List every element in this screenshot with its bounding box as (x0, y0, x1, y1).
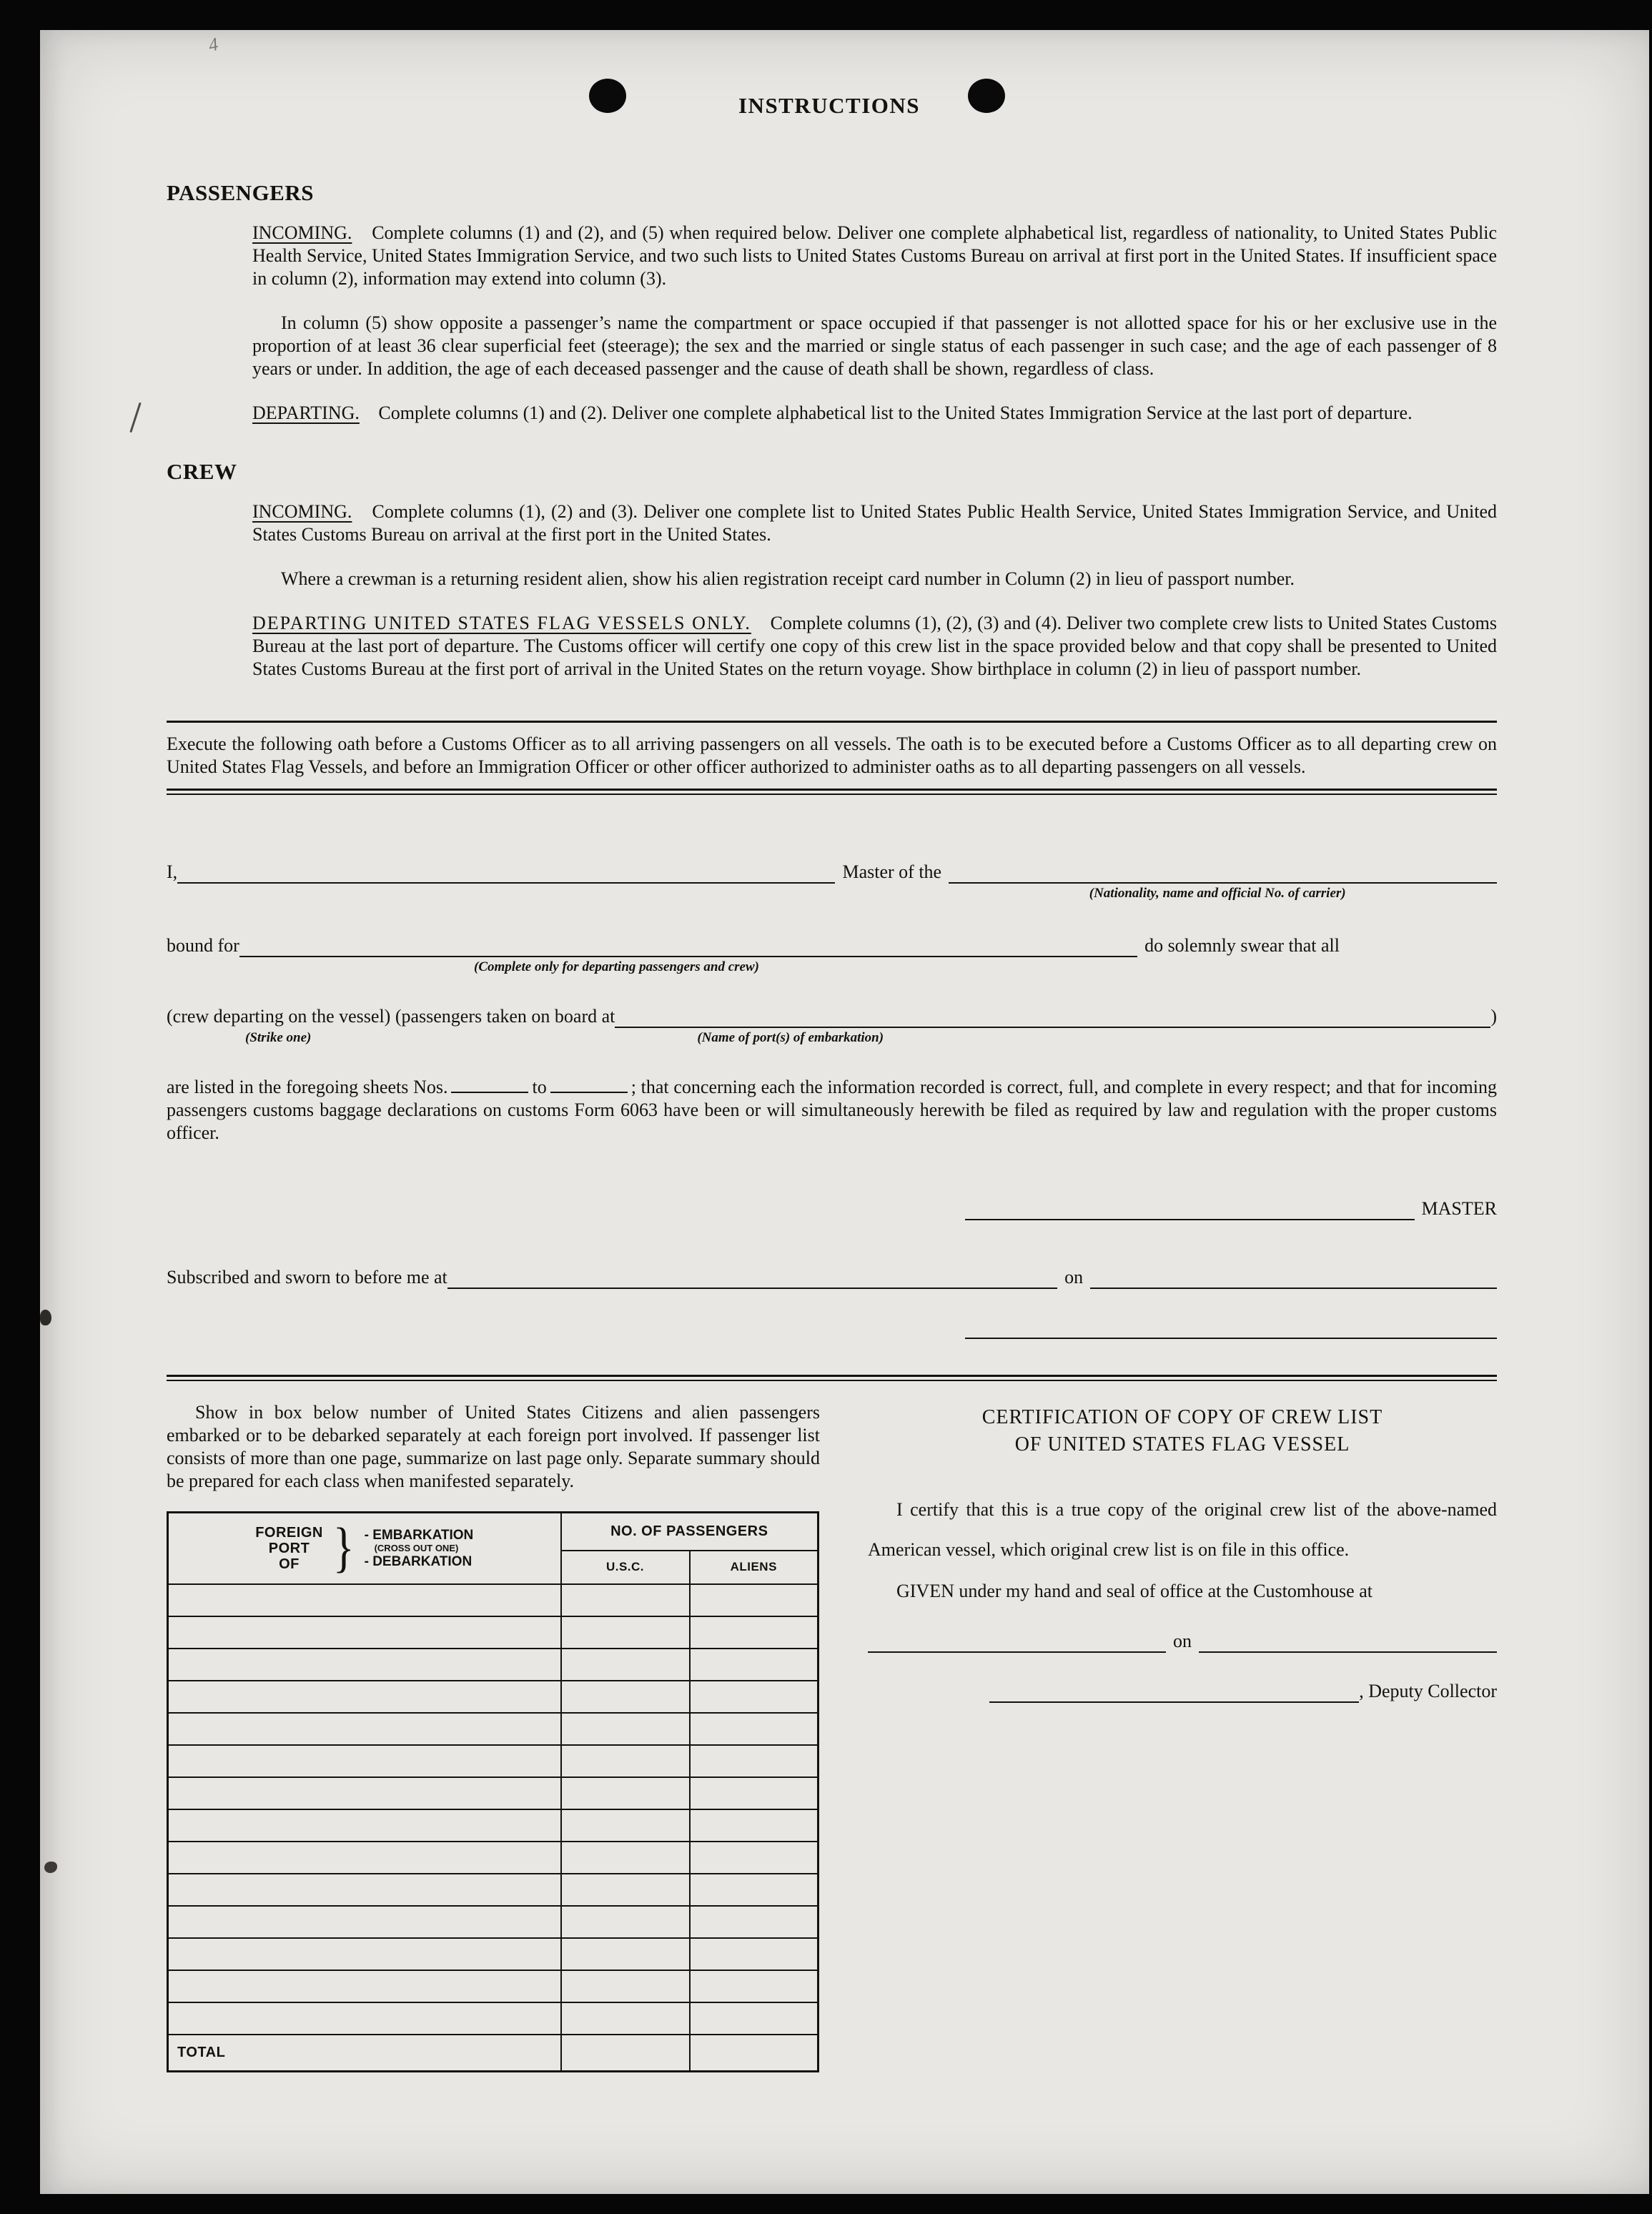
crew-departing-paragraph (252, 612, 1497, 681)
given-paragraph: GIVEN under my hand and seal of office at the Customhouse at (896, 1581, 1372, 1601)
oath-bound-for-line (167, 934, 1497, 957)
deputy-signature-blank (989, 1697, 1359, 1703)
customhouse-place-blank (868, 1647, 1166, 1653)
page-title: INSTRUCTIONS (738, 93, 921, 118)
bound-caption: (Complete only for departing passengers and crew) (474, 959, 759, 974)
bound-caption-row (167, 959, 1497, 975)
sworn-place-blank (447, 1283, 1057, 1289)
passengers-incoming-label: INCOMING. (252, 222, 352, 243)
passenger-summary-column (167, 1401, 820, 2072)
passengers-departing-label: DEPARTING. (252, 402, 360, 423)
usc-cell (561, 1681, 690, 1713)
carrier-name-blank (949, 878, 1497, 884)
strike-one-caption: (Strike one) (245, 1030, 312, 1045)
aliens-cell (690, 1745, 818, 1777)
usc-cell (561, 1842, 690, 1874)
passengers-incoming-text: Complete columns (1) and (2), and (5) when required below. Deliver one complete alphabetical list, regardless of nationality, to United States Public Health Service, United States Immigration Service, and two such lists to United States Customs Bureau on arrival at first port in the United States. If insufficient space in column (2), information may extend into column (3). (252, 222, 1498, 289)
crew-departing-label: DEPARTING UNITED STATES FLAG VESSELS ONLY. (252, 613, 751, 633)
no-of-passengers-header: NO. OF PASSENGERS (561, 1513, 818, 1551)
port-cell (168, 1906, 561, 1938)
sheets-to-label: to (532, 1077, 547, 1097)
carrier-caption-row (167, 886, 1497, 901)
aliens-cell (690, 1649, 818, 1681)
port-table-empty-row (168, 1584, 818, 1616)
certification-title-line1: CERTIFICATION OF COPY OF CREW LIST (981, 1406, 1383, 1428)
aliens-cell (690, 1938, 818, 1970)
page-header (167, 30, 1497, 137)
crew-resident-alien-paragraph: Where a crewman is a returning resident alien, show his alien registration receipt card number in Column (2) in lieu of passport number. (281, 568, 1295, 589)
i-label: I, (167, 861, 178, 882)
usc-cell (561, 1713, 690, 1745)
port-table-body (168, 1513, 818, 2072)
crew-incoming-label: INCOMING. (252, 501, 352, 522)
brace-glyph: } (332, 1517, 355, 1578)
usc-cell (561, 1616, 690, 1649)
foreign-port-of-label: FOREIGN PORT OF (255, 1524, 323, 1572)
aliens-column-header: ALIENS (690, 1551, 818, 1584)
usc-cell (561, 1874, 690, 1906)
aliens-cell (690, 1681, 818, 1713)
bottom-section (167, 1401, 1497, 2072)
crew-incoming-text: Complete columns (1), (2) and (3). Deliver one complete list to United States Public Health Service, United States Immigration Service, and United States Customs Bureau on arrival at the first port in the United States. (252, 501, 1497, 545)
usc-cell (561, 1745, 690, 1777)
sworn-date-blank (1090, 1283, 1497, 1289)
aliens-cell (690, 1874, 818, 1906)
sheets-paragraph (167, 1076, 1497, 1145)
port-cell (168, 2002, 561, 2035)
certification-title (868, 1404, 1497, 1458)
document-page (40, 30, 1649, 2194)
swear-label: do solemnly swear that all (1144, 935, 1340, 956)
sheets-to-blank (550, 1079, 628, 1093)
port-table-empty-row (168, 1713, 818, 1745)
sheets-before-text: are listed in the foregoing sheets Nos. (167, 1077, 448, 1097)
subscribed-on-label: on (1064, 1267, 1084, 1288)
sheets-after-text: ; that concerning each the information recorded is correct, full, and complete in every respect; and that for incoming passengers customs baggage declarations on customs Form 6063 have been or will simultaneously herewith be filed as required by law and regulation with the proper customs officer. (167, 1077, 1497, 1143)
caption-spacer (167, 886, 938, 901)
carrier-caption: (Nationality, name and official No. of carrier) (1089, 886, 1346, 901)
foreign-port-header-cell (168, 1513, 561, 1584)
port-table-empty-row (168, 1681, 818, 1713)
debarkation-option: - DEBARKATION (364, 1553, 473, 1569)
port-cell (168, 1874, 561, 1906)
usc-cell (561, 1809, 690, 1842)
scan-artifact-pencil: 4 (207, 33, 220, 56)
usc-column-header: U.S.C. (561, 1551, 690, 1584)
usc-cell (561, 1584, 690, 1616)
aliens-cell (690, 1713, 818, 1745)
aliens-cell (690, 1584, 818, 1616)
port-of-embarkation-caption: (Name of port(s) of embarkation) (697, 1030, 884, 1045)
crew-heading: CREW (167, 459, 237, 484)
usc-cell (561, 1777, 690, 1809)
master-signature-row (167, 1197, 1497, 1220)
port-cell (168, 1970, 561, 2002)
port-table-empty-row (168, 1649, 818, 1681)
summary-note: Show in box below number of United States Citizens and alien passengers embarked or to be debarked separately at each foreign port involved. If passenger list consists of more than one page, summarize on last page only. Separate summary should be prepared for each class when manifested separately. (167, 1402, 820, 1491)
port-cell (168, 1649, 561, 1681)
certify-paragraph: I certify that this is a true copy of the original crew list of the above-named American vessel, which original crew list is on file in this office. (868, 1499, 1497, 1560)
oath-instructions-paragraph: Execute the following oath before a Customs Officer as to all arriving passengers on all vessels. The oath is to be executed before a Customs Officer as to all departing crew on United States Flag Vessels, and before an Immigration Officer or other officer authorized to administer oaths as to all departing passengers on all vessels. (167, 733, 1497, 777)
double-rule-top (167, 789, 1497, 795)
close-paren: ) (1490, 1006, 1497, 1027)
port-table-empty-row (168, 1809, 818, 1842)
aliens-cell (690, 1970, 818, 2002)
total-usc-cell (561, 2035, 690, 2072)
passengers-heading: PASSENGERS (167, 180, 314, 205)
punch-hole-left (589, 79, 626, 113)
oath-strike-line (167, 1005, 1497, 1028)
port-cell (168, 1616, 561, 1649)
port-cell (168, 1809, 561, 1842)
port-table-empty-row (168, 1874, 818, 1906)
cross-out-one-note: (CROSS OUT ONE) (374, 1542, 459, 1553)
strike-option-text: (crew departing on the vessel) (passengers taken on board at (167, 1006, 615, 1027)
oath-master-line (167, 861, 1497, 884)
master-signature-blank (965, 1215, 1415, 1220)
port-table-empty-row (168, 1745, 818, 1777)
certification-column (868, 1401, 1497, 2072)
customhouse-date-blank (1199, 1647, 1497, 1653)
usc-cell (561, 1938, 690, 1970)
foreign-port-table (167, 1511, 819, 2072)
punch-hole-right (968, 79, 1005, 113)
port-cell (168, 1584, 561, 1616)
port-table-empty-row (168, 1906, 818, 1938)
certification-title-line2: OF UNITED STATES FLAG VESSEL (1014, 1433, 1350, 1456)
page-content (40, 30, 1649, 2072)
port-cell (168, 1777, 561, 1809)
usc-cell (561, 1906, 690, 1938)
aliens-cell (690, 2002, 818, 2035)
destination-blank (239, 952, 1137, 957)
port-table-empty-row (168, 1938, 818, 1970)
subscribed-row (167, 1266, 1497, 1289)
aliens-cell (690, 1777, 818, 1809)
embarkation-port-blank (615, 1022, 1490, 1028)
port-cell (168, 1745, 561, 1777)
port-cell (168, 1938, 561, 1970)
crew-departing-text: Complete columns (1), (2), (3) and (4). Deliver two complete crew lists to United States Customs Bureau at the last port of departure. The Customs officer will certify one copy of this crew list in the space provided below and that copy shall be presented to United States Customs Bureau at the first port of arrival in the United States on the return voyage. Show birthplace in column (2) in lieu of passport number. (252, 613, 1498, 679)
port-table-header-row (168, 1513, 818, 1551)
master-title-label: MASTER (1421, 1198, 1497, 1219)
port-cell (168, 1713, 561, 1745)
passengers-departing-text: Complete columns (1) and (2). Deliver one complete alphabetical list to the United States Immigration Service at the last port of departure. (378, 402, 1413, 423)
aliens-cell (690, 1842, 818, 1874)
embarkation-option: - EMBARKATION (364, 1527, 474, 1543)
crew-incoming-paragraph (252, 500, 1497, 546)
port-cell (168, 1681, 561, 1713)
strike-caption-row (167, 1030, 1497, 1046)
customhouse-row (868, 1630, 1497, 1653)
passengers-column5-paragraph: In column (5) show opposite a passenger’s name the compartment or space occupied if that passenger is not allotted space for his or her exclusive use in the proportion of at least 36 clear superficial feet (steerage); the sex and the married or single status of each passenger in such case; and the age of each passenger of 8 years or under. In addition, the age of each deceased passenger and the cause of death shall be shown, regardless of class. (252, 312, 1497, 379)
port-table-empty-row (168, 1842, 818, 1874)
port-table-empty-row (168, 1616, 818, 1649)
deputy-collector-label: , Deputy Collector (1359, 1681, 1497, 1701)
passengers-departing-paragraph (252, 402, 1497, 425)
master-of-the-label: Master of the (842, 861, 942, 882)
usc-cell (561, 1649, 690, 1681)
master-name-blank (177, 878, 835, 884)
subscribed-label: Subscribed and sworn to before me at (167, 1267, 447, 1288)
port-table-empty-row (168, 2002, 818, 2035)
passengers-incoming-paragraph (252, 222, 1497, 290)
sheets-from-blank (451, 1079, 528, 1093)
port-table-empty-row (168, 1970, 818, 2002)
aliens-cell (690, 1616, 818, 1649)
double-rule-bottom (167, 1375, 1497, 1381)
port-cell (168, 1842, 561, 1874)
port-table-total-row (168, 2035, 818, 2072)
aliens-cell (690, 1906, 818, 1938)
bound-for-label: bound for (167, 935, 239, 956)
section-divider (167, 721, 1497, 723)
officer-signature-blank (965, 1333, 1497, 1339)
embark-debark-options (365, 1528, 474, 1569)
port-table-empty-row (168, 1777, 818, 1809)
usc-cell (561, 1970, 690, 2002)
aliens-cell (690, 1809, 818, 1842)
total-label: TOTAL (168, 2035, 561, 2072)
total-aliens-cell (690, 2035, 818, 2072)
deputy-row (868, 1680, 1497, 1703)
usc-cell (561, 2002, 690, 2035)
officer-signature-row (167, 1333, 1497, 1339)
customhouse-on-label: on (1173, 1631, 1192, 1651)
